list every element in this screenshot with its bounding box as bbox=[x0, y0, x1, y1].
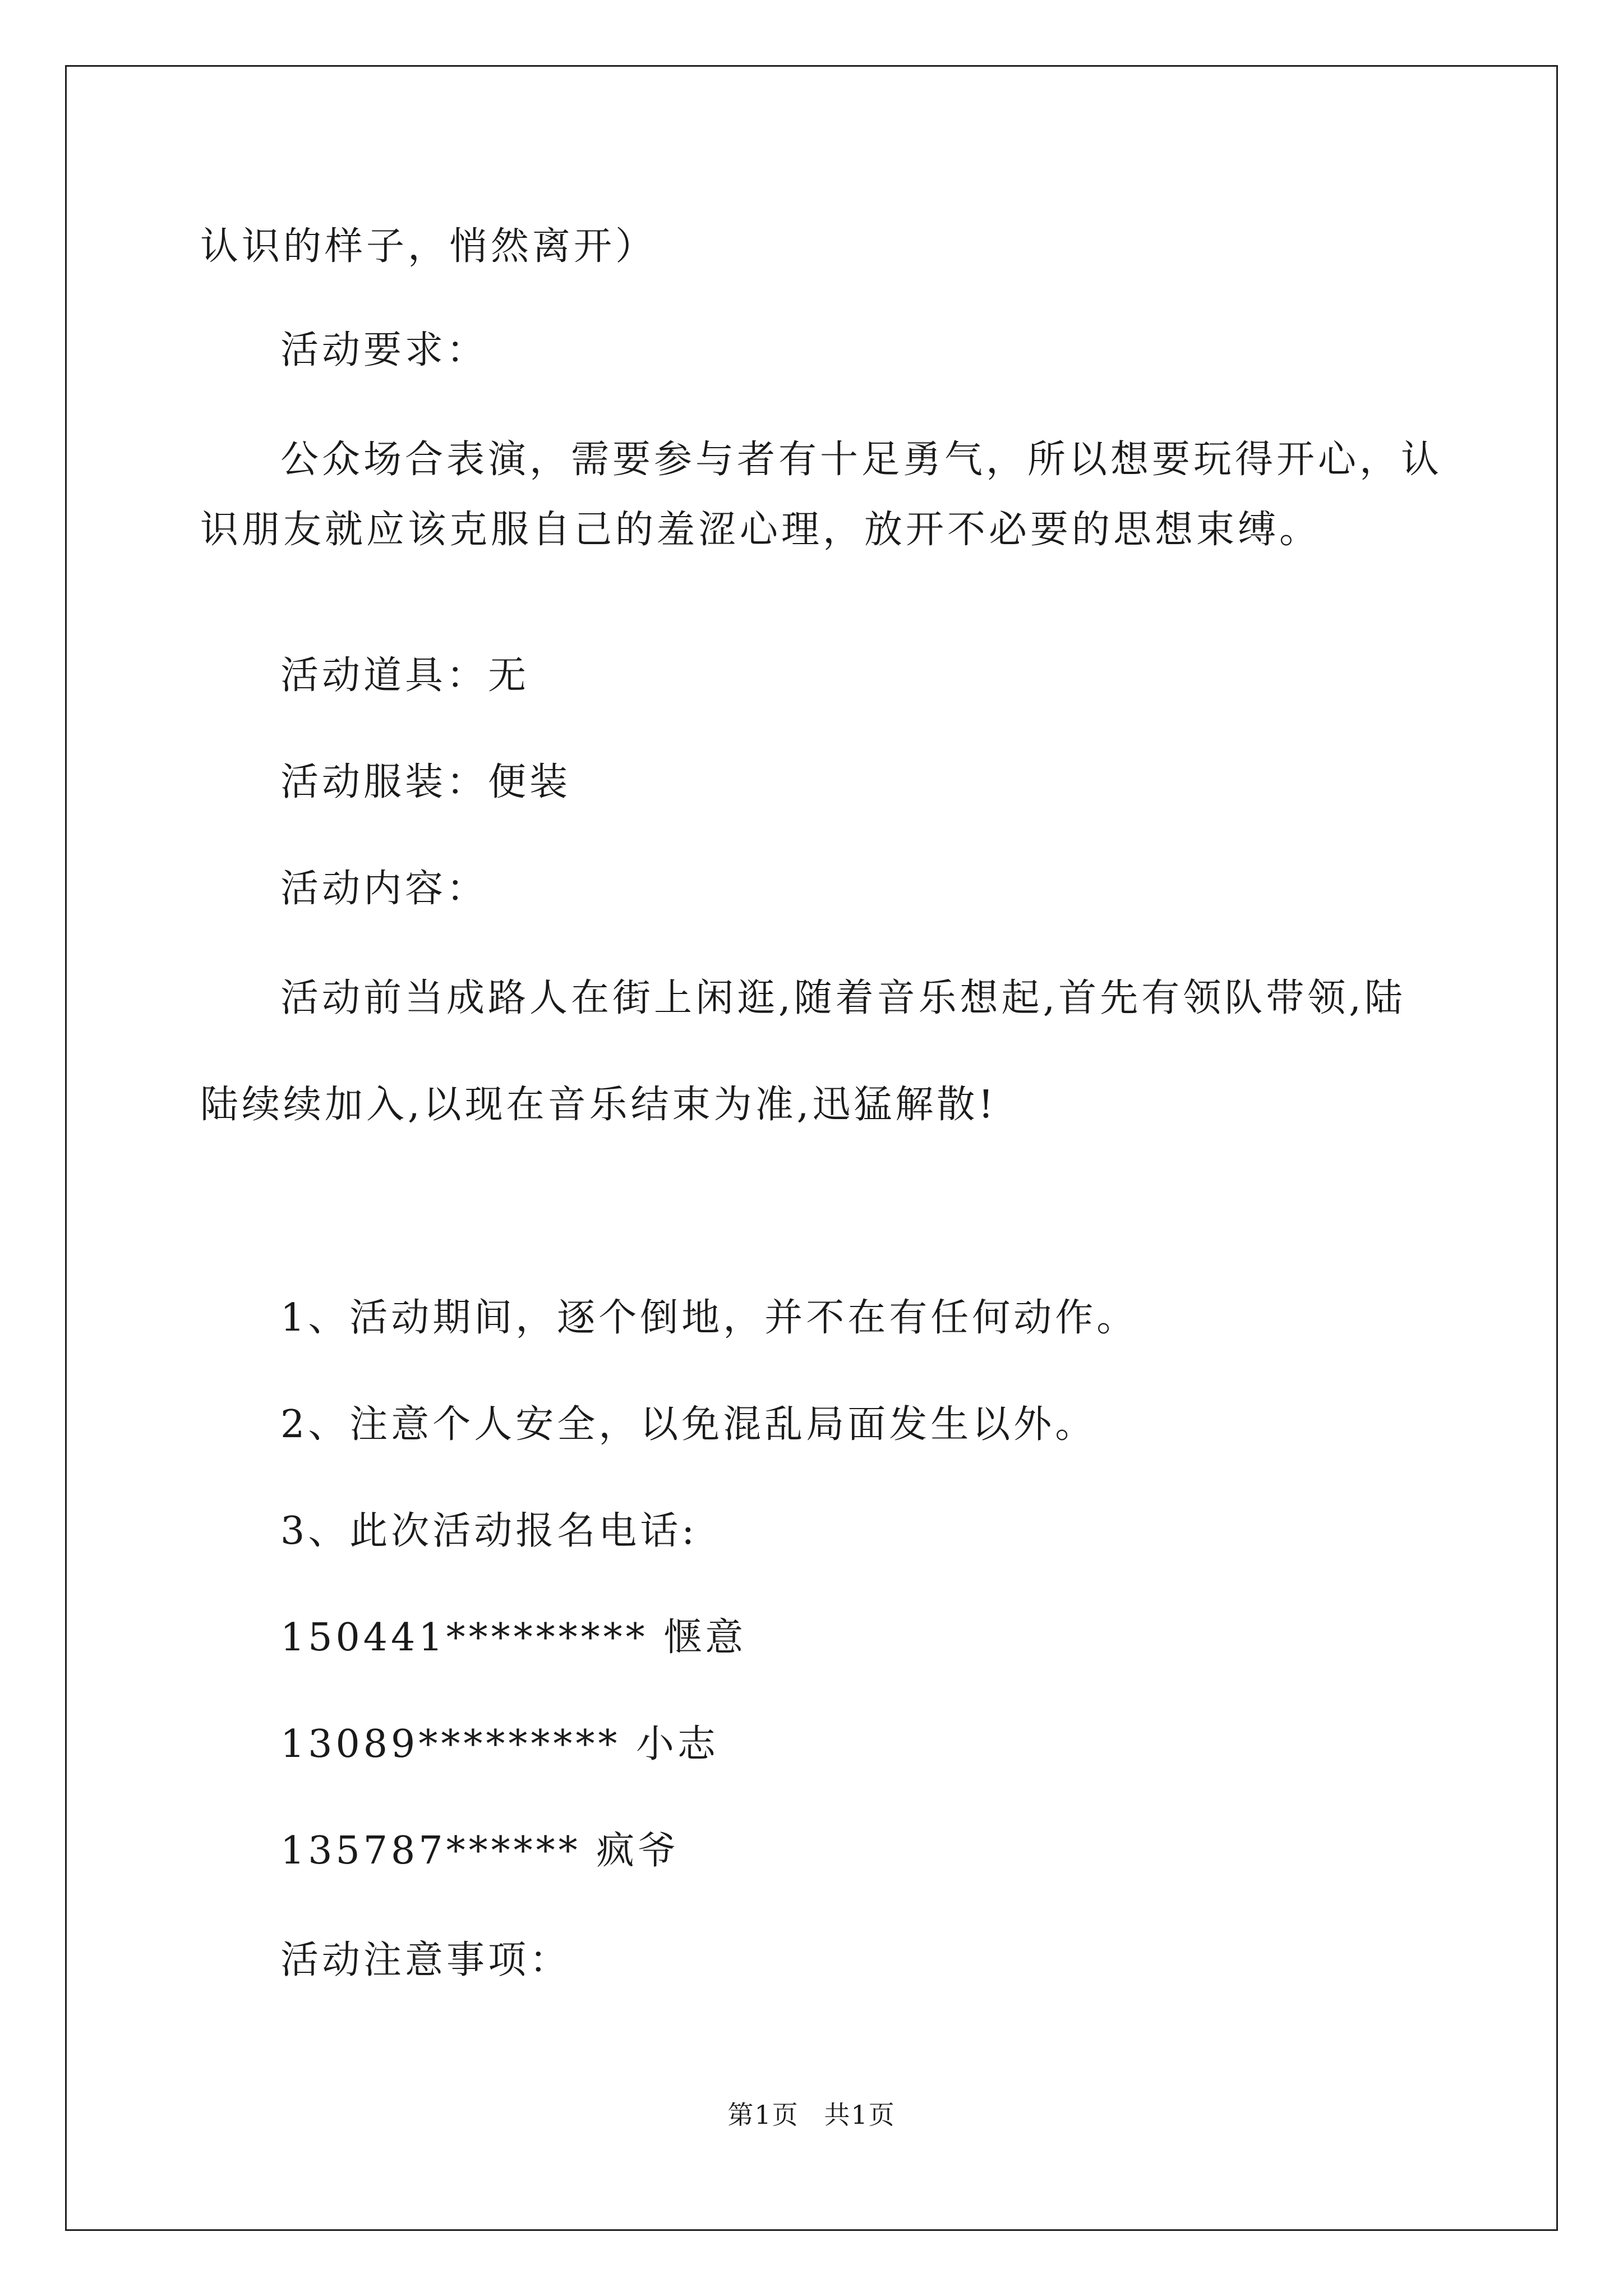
page-footer bbox=[0, 2098, 1623, 2132]
text-line: 活动前当成路人在街上闲逛,随着音乐想起,首先有领队带领,陆 bbox=[280, 976, 1406, 1020]
list-item: 2、注意个人安全，以免混乱局面发生以外。 bbox=[280, 1402, 1097, 1447]
page-border bbox=[65, 65, 1558, 2231]
page-number: 第1页 bbox=[727, 2100, 799, 2130]
section-heading-notes: 活动注意事项： bbox=[280, 1938, 571, 1982]
section-heading-content: 活动内容： bbox=[280, 867, 488, 911]
props-line: 活动道具：无 bbox=[280, 654, 530, 698]
page-total: 共1页 bbox=[824, 2100, 896, 2130]
phone-entry: 135787****** 疯爷 bbox=[280, 1829, 680, 1873]
section-heading-requirements: 活动要求： bbox=[280, 328, 488, 372]
text-line: 识朋友就应该克服自己的羞涩心理，放开不必要的思想束缚。 bbox=[200, 508, 1321, 552]
costume-line: 活动服装：便装 bbox=[280, 760, 571, 804]
list-item: 3、此次活动报名电话: bbox=[280, 1509, 698, 1553]
list-item: 1、活动期间，逐个倒地，并不在有任何动作。 bbox=[280, 1296, 1138, 1340]
text-line: 陆续续加入,以现在音乐结束为准,迅猛解散! bbox=[200, 1083, 997, 1127]
phone-entry: 150441********* 惬意 bbox=[280, 1616, 747, 1660]
text-line: 公众场合表演，需要参与者有十足勇气，所以想要玩得开心，认 bbox=[280, 438, 1443, 482]
text-line: 认识的样子，悄然离开） bbox=[200, 224, 657, 269]
phone-entry: 13089********* 小志 bbox=[280, 1722, 719, 1766]
